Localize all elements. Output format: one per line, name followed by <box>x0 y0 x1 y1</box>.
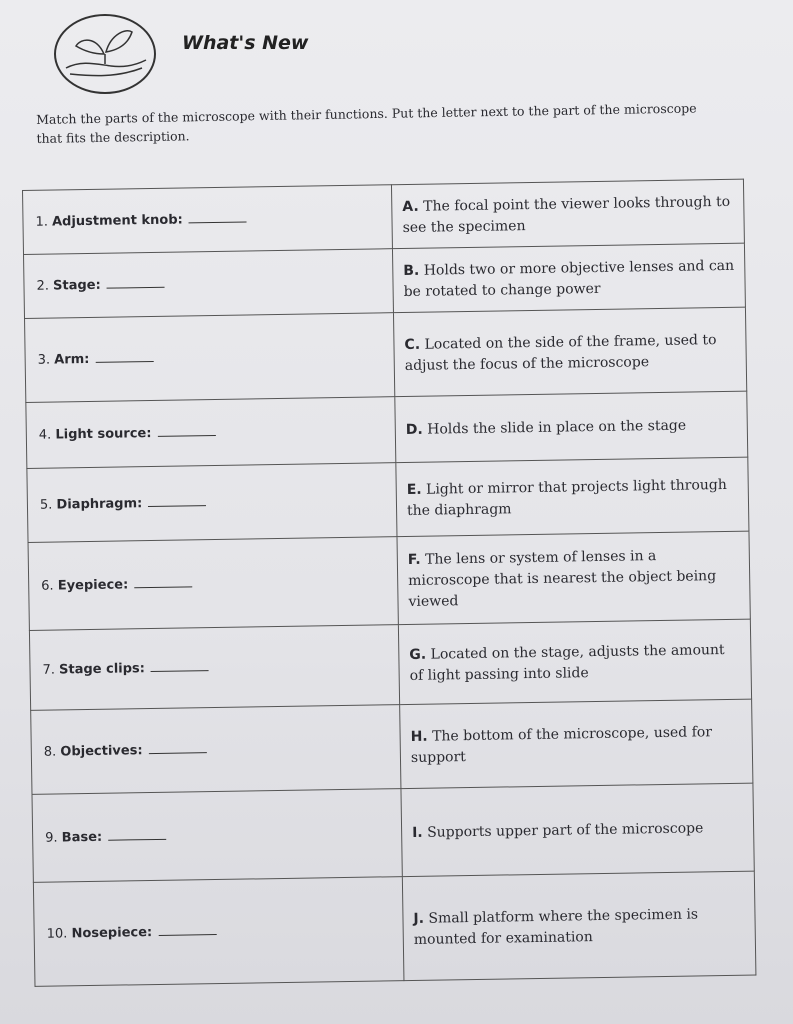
part-number: 5. <box>39 497 53 513</box>
function-letter: A. <box>402 198 419 215</box>
part-number: 7. <box>42 662 56 678</box>
part-cell <box>28 537 398 631</box>
function-letter: F. <box>407 551 421 568</box>
part-name: Eyepiece: <box>57 577 129 594</box>
part-name: Stage: <box>52 277 101 294</box>
table-row <box>27 457 749 542</box>
table-row <box>28 531 750 630</box>
answer-blank[interactable] <box>148 505 206 507</box>
table-row <box>25 307 747 402</box>
part-cell <box>33 877 404 987</box>
answer-blank[interactable] <box>189 221 247 223</box>
function-letter: I. <box>412 824 423 841</box>
part-number: 4. <box>38 427 52 443</box>
part-cell <box>32 789 402 883</box>
part-number: 2. <box>36 278 50 294</box>
part-name: Adjustment knob: <box>51 212 183 230</box>
answer-blank[interactable] <box>158 934 216 936</box>
page-title: What's New <box>182 32 309 54</box>
part-number: 3. <box>37 352 51 368</box>
function-letter: E. <box>406 481 422 498</box>
answer-blank[interactable] <box>108 839 166 841</box>
function-description: Located on the side of the frame, used to adjust the focus of the microscope <box>404 331 717 374</box>
function-letter: B. <box>403 262 420 279</box>
answer-blank[interactable] <box>107 287 165 289</box>
table-row <box>32 783 754 882</box>
function-description: Light or mirror that projects light through the diaphragm <box>406 476 727 519</box>
function-cell <box>402 871 756 981</box>
answer-blank[interactable] <box>149 752 207 754</box>
part-number: 10. <box>46 926 68 942</box>
hand-plant-icon <box>54 14 156 94</box>
function-description: Supports upper part of the microscope <box>427 820 704 841</box>
part-number: 9. <box>45 830 58 846</box>
function-letter: J. <box>413 910 425 927</box>
function-letter: C. <box>404 336 421 353</box>
part-cell <box>29 625 399 711</box>
part-number: 8. <box>43 744 57 760</box>
answer-blank[interactable] <box>151 670 209 672</box>
table-row <box>31 699 753 794</box>
function-cell <box>398 619 751 705</box>
function-description: The bottom of the microscope, used for support <box>410 723 713 766</box>
instructions: Match the parts of the microscope with their functions. Put the letter next to the part of the microscope that fits the description. <box>36 100 697 146</box>
table-row <box>24 243 746 318</box>
part-name: Arm: <box>54 351 90 368</box>
function-description: The focal point the viewer looks through to see the specimen <box>402 193 731 236</box>
part-name: Nosepiece: <box>71 925 153 942</box>
part-cell <box>31 705 401 795</box>
table-row <box>29 619 751 710</box>
function-description: The lens or system of lenses in a microscope that is nearest the object being viewed <box>408 548 717 610</box>
part-name: Stage clips: <box>58 661 146 678</box>
part-cell <box>23 185 393 255</box>
function-description: Holds the slide in place on the stage <box>427 417 687 438</box>
part-name: Objectives: <box>60 743 143 760</box>
function-cell <box>401 783 754 877</box>
table-row <box>33 871 756 986</box>
function-letter: H. <box>410 728 428 745</box>
answer-blank[interactable] <box>134 586 192 588</box>
table-row <box>26 391 748 468</box>
table-row <box>23 179 745 254</box>
part-name: Base: <box>61 829 103 846</box>
answer-blank[interactable] <box>158 435 216 437</box>
function-cell <box>395 391 748 463</box>
function-cell <box>393 307 746 397</box>
part-cell <box>27 463 397 543</box>
part-number: 1. <box>35 214 49 230</box>
function-letter: D. <box>405 421 423 438</box>
part-name: Light source: <box>55 425 152 443</box>
function-cell <box>396 457 749 537</box>
part-cell <box>24 249 394 319</box>
function-description: Holds two or more objective lenses and can be rotated to change power <box>403 257 735 300</box>
answer-blank[interactable] <box>95 361 153 363</box>
part-cell <box>26 397 396 469</box>
function-cell <box>400 699 753 789</box>
function-description: Located on the stage, adjusts the amount of light passing into slide <box>409 641 725 684</box>
part-number: 6. <box>41 578 54 594</box>
function-description: Small platform where the specimen is mounted for examination <box>413 905 699 948</box>
function-cell <box>392 243 745 313</box>
part-name: Diaphragm: <box>56 496 143 513</box>
matching-table <box>22 179 756 987</box>
function-cell <box>397 531 750 625</box>
function-cell <box>391 179 744 249</box>
function-letter: G. <box>409 646 427 663</box>
part-cell <box>25 313 395 403</box>
